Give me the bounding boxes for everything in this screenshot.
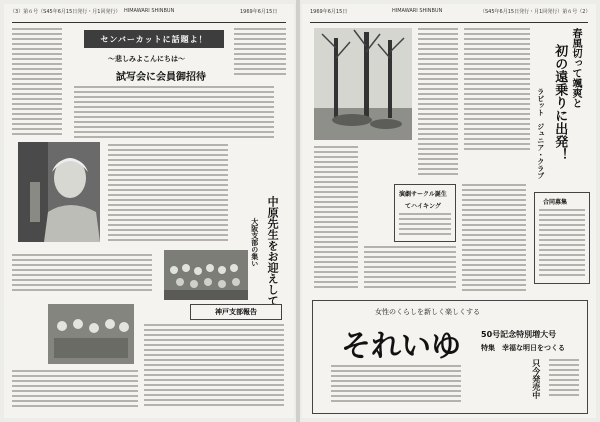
right-masthead: HIMAWARI SHINBUN <box>392 8 443 14</box>
left-article-text-lower <box>12 254 152 298</box>
recruit-box-title: 合同募集 <box>543 199 568 206</box>
left-header-info: （3）第６号（S45年6月15日発行・月1回発行） <box>10 9 121 15</box>
sub-heading: 〜悲しみよこんにちは〜 <box>108 55 185 63</box>
headline-line2: 初の遠乗りに出発！ <box>552 44 568 161</box>
main-headline: 試写会に会員御招待 <box>116 72 206 83</box>
left-page <box>4 4 294 418</box>
ad-text <box>331 365 461 407</box>
right-page <box>302 4 596 418</box>
vertical-subheadline-osaka: 大阪支部の集い <box>250 218 259 267</box>
group-photo-osaka <box>164 250 248 300</box>
left-masthead: HIMAWARI SHINBUN <box>124 8 175 14</box>
page-gutter <box>296 0 300 422</box>
drama-circle-box <box>394 184 456 242</box>
drama-circle-title: 演劇サークル誕生 <box>399 191 447 198</box>
park-trees-photo <box>314 28 412 140</box>
announce-banner: センバーカットに話題よ！ <box>84 30 224 48</box>
kobe-report-title: 神戸支部報告 <box>190 304 282 320</box>
left-text-column-1 <box>12 28 62 138</box>
drama-circle-text <box>399 213 451 237</box>
headline-line1: 春風切って颯爽と <box>570 28 581 108</box>
left-text-column-right <box>234 28 286 78</box>
recruit-box <box>534 192 590 284</box>
portrait-illustration <box>18 142 100 242</box>
ad-subtitle: 特集 幸福な明日をつくる <box>481 344 565 352</box>
left-article-text-bottom-left <box>12 370 138 412</box>
right-text-column-1 <box>418 28 458 178</box>
vertical-headline-osaka: 中原先生をお迎えして <box>266 196 280 306</box>
club-name: ラビット ジュニア・クラブ <box>536 88 545 179</box>
group-photo-kobe <box>48 304 134 364</box>
ad-sale: 只今発売中 <box>531 359 541 399</box>
right-text-column-3 <box>314 146 358 294</box>
ad-price-text <box>549 359 579 405</box>
right-text-column-2 <box>464 28 530 152</box>
recruit-box-text <box>539 209 585 279</box>
ad-issue: 50号記念特別増大号 <box>481 330 557 339</box>
left-article-text-mid <box>108 144 228 244</box>
right-header-info: （S45年6月15日発行・月1回発行）第６号（2） <box>480 9 591 15</box>
left-article-text-top <box>74 86 274 142</box>
right-header-rule <box>310 22 588 23</box>
group-illustration-kobe <box>48 304 134 364</box>
soreiyu-advertisement <box>312 300 588 414</box>
left-header-rule <box>12 22 286 23</box>
group-illustration-osaka <box>164 250 248 300</box>
park-illustration <box>314 28 412 140</box>
left-article-text-bottom-right <box>144 324 284 412</box>
right-text-column-4 <box>462 184 526 294</box>
left-header-date: 1969年6月15日 <box>240 9 278 15</box>
ad-logo: それいゆ <box>341 329 461 364</box>
right-text-column-5 <box>364 246 456 294</box>
portrait-photo <box>18 142 100 242</box>
ad-tagline: 女性のくらしを新しく楽しくする <box>375 308 480 316</box>
right-header-date: 1969年6月15日 <box>310 9 348 15</box>
hiking-title: てハイキング <box>405 203 441 210</box>
